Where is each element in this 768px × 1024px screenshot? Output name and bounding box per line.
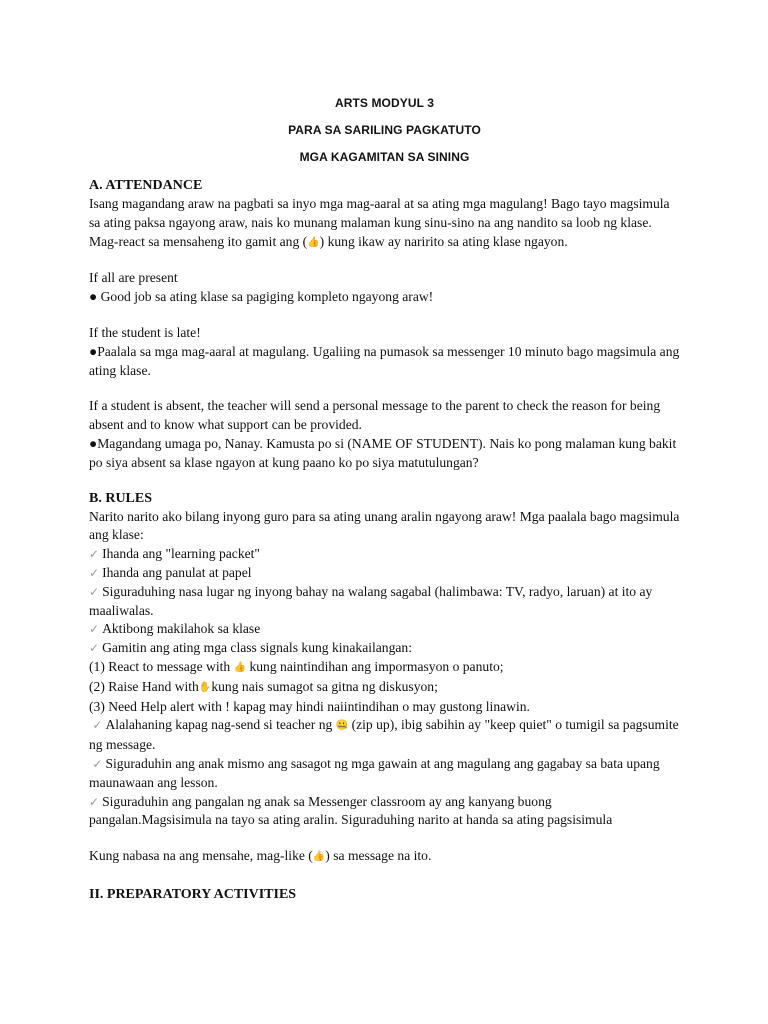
rule-item: ✓ Gamitin ang ating mga class signals kung kinakailangan: <box>89 640 413 656</box>
rule-item: ✓ Ihanda ang "learning packet" <box>89 546 260 562</box>
signal-react: (1) React to message with 👍 kung naintindihan ang impormasyon o panuto; <box>89 658 680 678</box>
rule-item: ✓ Siguraduhin ang anak mismo ang sasagot ng mga gawain at ang magulang ang gagabay sa bata upang maunawaan ang lesson. <box>89 755 660 790</box>
like-icon: 👍 <box>233 661 247 673</box>
late-label: If the student is late! <box>89 324 201 340</box>
check-icon: ✓ <box>89 547 100 562</box>
like-icon: 👍 <box>307 236 320 248</box>
alert-icon: ! <box>225 698 230 714</box>
rule-item: ✓ Siguraduhin ang pangalan ng anak sa Messenger classroom ay ang kanyang buong <box>89 793 552 809</box>
late-message: ●Paalala sa mga mag-aaral at magulang. Ugaliing na pumasok sa messenger 10 minuto bago magsimula ang ating klase. <box>89 343 680 378</box>
raised-hand-icon: ✋ <box>198 681 212 693</box>
module-subtitle: PARA SA SARILING PAGKATUTO <box>288 123 481 137</box>
zipper-mouth-icon: 🤐 <box>335 720 349 732</box>
rule-item: ✓ Alalahaning kapag nag-send si teacher ng 🤐 (zip up), ibig sabihin ay "keep quiet" o tumigil sa pagsumite ng message. <box>89 717 679 753</box>
like-instruction: Kung nabasa na ang mensahe, mag-like (👍) sa message na ito. <box>89 847 680 867</box>
rule-item-continued: pangalan.Magsisimula na tayo sa ating aralin. Siguraduhing narito at handa sa ating pagsisimula <box>89 812 613 828</box>
check-icon: ✓ <box>89 794 100 809</box>
attendance-intro: Isang magandang araw na pagbati sa inyo mga mag-aaral at sa ating mga magulang! Bago tayo magsimula sa ating paksa ngayong araw, nais ko munang malaman kung sinu-sino na ang nandito sa loob ng klase. Mag-react sa mensaheng ito gamit ang (👍) kung ikaw ay naririto sa ating klase ngayon. <box>89 195 680 252</box>
absent-label: If a student is absent, the teacher will send a personal message to the parent to check the reason for being absent and to know what support can be provided. <box>89 398 661 433</box>
preparatory-heading: II. PREPARATORY ACTIVITIES <box>89 886 297 902</box>
rule-item: ✓ Ihanda ang panulat at papel <box>89 564 252 580</box>
check-icon: ✓ <box>89 641 100 656</box>
check-icon: ✓ <box>89 565 100 580</box>
present-label: If all are present <box>89 270 178 286</box>
rule-item: ✓ Aktibong makilahok sa klase <box>89 621 261 637</box>
attendance-heading: A. ATTENDANCE <box>89 178 203 193</box>
check-icon: ✓ <box>92 756 103 771</box>
signal-raise-hand: (2) Raise Hand with✋kung nais sumagot sa gitna ng diskusyon; <box>89 678 680 698</box>
check-icon: ✓ <box>92 718 103 733</box>
rules-heading: B. RULES <box>89 490 153 506</box>
like-icon: 👍 <box>312 851 326 863</box>
module-title: ARTS MODYUL 3 <box>334 96 435 110</box>
module-topic: MGA KAGAMITAN SA SINING <box>299 150 470 164</box>
signal-need-help: (3) Need Help alert with ! kapag may hindi naiintindihan o may gustong linawin. <box>89 698 530 714</box>
rules-intro: Narito narito ako bilang inyong guro para sa ating unang aralin ngayong araw! Mga paalala bago magsimula ang klase: <box>89 508 680 543</box>
check-icon: ✓ <box>89 584 100 599</box>
absent-message: ●Magandang umaga po, Nanay. Kamusta po si (NAME OF STUDENT). Nais ko pong malaman kung bakit po siya absent sa klase ngayon at kung paano ko po siya matutulungan? <box>89 435 677 470</box>
rule-item: ✓ Siguraduhing nasa lugar ng inyong bahay na walang sagabal (halimbawa: TV, radyo, laruan) at ito ay maaliwalas. <box>89 583 653 618</box>
check-icon: ✓ <box>89 622 100 637</box>
present-message: ● Good job sa ating klase sa pagiging kompleto ngayong araw! <box>89 289 434 305</box>
